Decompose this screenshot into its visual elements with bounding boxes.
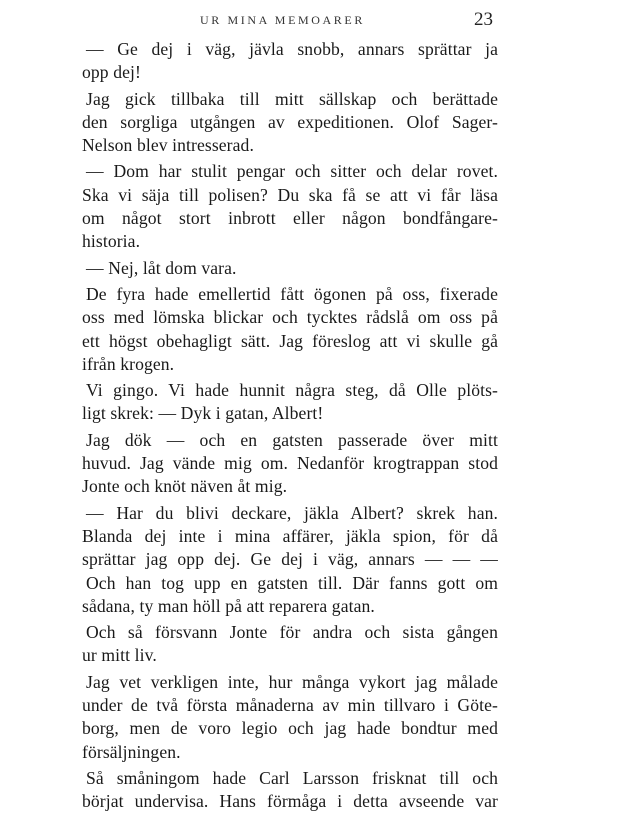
text-line: Så småningom hade Carl Larsson frisknat till och bbox=[86, 767, 498, 788]
body-text bbox=[82, 38, 498, 814]
text-line: ligt skrek: — Dyk i gatan, Albert! bbox=[82, 403, 324, 424]
text-line: Jag gick tillbaka till mitt sällskap och berättade bbox=[86, 88, 498, 109]
text-line: börjat undervisa. Hans förmåga i detta avseende var bbox=[82, 791, 498, 812]
text-line: Jag vet verkligen inte, hur många vykort jag målade bbox=[86, 671, 498, 692]
text-line: den sorgliga utgången av expeditionen. Olof Sager- bbox=[82, 111, 498, 132]
text-line: Jag dök — och en gatsten passerade över mitt bbox=[86, 429, 498, 450]
text-line: — Ge dej i väg, jävla snobb, annars sprättar ja bbox=[86, 39, 498, 59]
running-head-title: UR MINA MEMOARER bbox=[200, 13, 365, 27]
text-line: Jonte och knöt näven åt mig. bbox=[82, 476, 288, 497]
text-line: försäljningen. bbox=[82, 741, 181, 762]
text-line: oss med lömska blickar och tycktes rådslå om oss på bbox=[82, 307, 498, 328]
text-line: — Har du blivi deckare, jäkla Albert? skrek han. bbox=[86, 502, 498, 523]
text-line: De fyra hade emellertid fått ögonen på oss, fixerade bbox=[86, 283, 498, 304]
text-line: ifrån krogen. bbox=[82, 353, 175, 374]
text-line: ur mitt liv. bbox=[82, 645, 157, 666]
text-line: ett högst obehagligt sätt. Jag föreslog att vi skulle gå bbox=[82, 330, 498, 351]
text-line: Nelson blev intresserad. bbox=[82, 135, 254, 156]
text-line: under de två första månaderna av min tillvaro i Göte- bbox=[82, 695, 498, 716]
text-line: Vi gingo. Vi hade hunnit några steg, då Olle plöts- bbox=[86, 380, 498, 401]
text-line: huvud. Jag vände mig om. Nedanför krogtrappan stod bbox=[82, 453, 498, 474]
text-line: borg, men de voro legio och jag hade bondtur med bbox=[82, 718, 498, 739]
text-line: om något stort inbrott eller någon bondfångare- bbox=[82, 208, 498, 229]
text-line: opp dej! bbox=[82, 62, 141, 83]
text-line: sprättar jag opp dej. Ge dej i väg, annars — — — bbox=[82, 549, 498, 570]
text-line: — Dom har stulit pengar och sitter och delar rovet. bbox=[86, 161, 498, 182]
text-line: Och han tog upp en gatsten till. Där fanns gott om bbox=[86, 572, 498, 593]
text-line: Ska vi säja till polisen? Du ska få se att vi får läsa bbox=[82, 184, 498, 205]
text-line: historia. bbox=[82, 231, 141, 252]
page-number: 23 bbox=[474, 9, 493, 30]
text-line: — Nej, låt dom vara. bbox=[86, 257, 237, 278]
text-line: Blanda dej inte i mina affärer, jäkla spion, för då bbox=[82, 525, 498, 546]
running-head bbox=[0, 9, 622, 35]
text-line: Och så försvann Jonte för andra och sista gången bbox=[86, 622, 498, 643]
text-line: sådana, ty man höll på att reparera gatan. bbox=[82, 595, 375, 616]
